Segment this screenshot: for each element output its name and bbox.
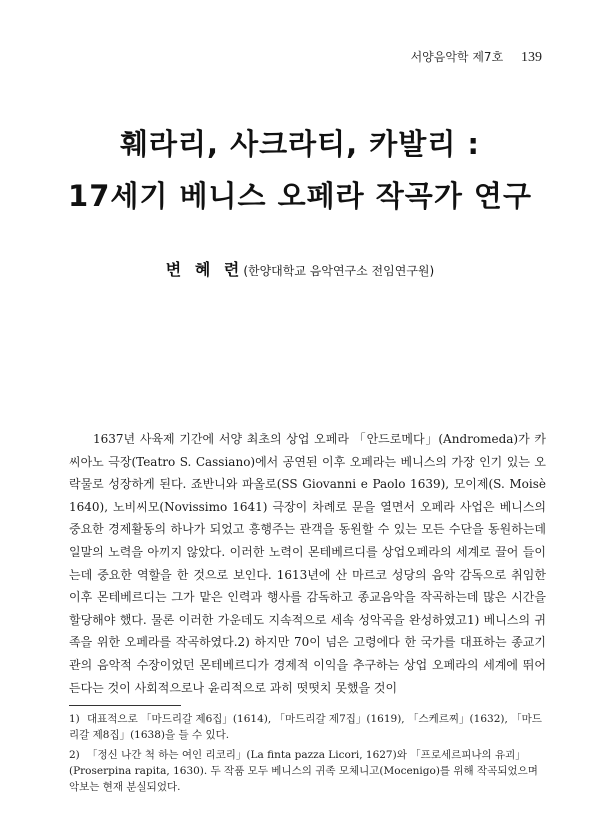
body-text <box>69 428 546 699</box>
footnote-text: 「정신 나간 척 하는 여인 리코리」(La finta pazza Licori, 1627)와 「프로세르피나의 유괴」(Proserpina rapita, 1630). 두 작품 모두 베니스의 귀족 모체니고(Mocenigo)를 위해 작곡되었으며 악보는 현재 분실되었다. <box>69 749 538 793</box>
author-affiliation: (한양대학교 음악연구소 전임연구원) <box>243 264 435 278</box>
journal-name: 서양음악학 제7호 <box>410 50 504 64</box>
title-line-1: 훼라리, 사크라티, 카발리 : <box>119 127 481 161</box>
footnote-rule <box>69 705 181 706</box>
footnote-2 <box>69 747 546 795</box>
title-line-2: 17세기 베니스 오페라 작곡가 연구 <box>68 179 532 213</box>
author-block <box>0 257 600 280</box>
running-header <box>411 48 542 66</box>
article-title <box>0 118 600 222</box>
footnote-number: 2) <box>69 749 80 761</box>
page-number: 139 <box>521 50 542 65</box>
author-name: 변 혜 련 <box>165 260 244 279</box>
footnote-1 <box>69 711 546 743</box>
footnote-number: 1) <box>69 713 80 725</box>
footnote-text: 대표적으로 「마드리갈 제6집」(1614), 「마드리갈 제7집」(1619), 「스케르찌」(1632), 「마드리갈 제8집」(1638)을 들 수 있다. <box>69 713 542 741</box>
body-paragraph: 1637년 사육제 기간에 서양 최초의 상업 오페라 「안드로메다」(Andromeda)가 카씨아노 극장(Teatro S. Cassiano)에서 공연된 이후 오페라는 베니스의 가장 인기 있는 오락물로 성장하게 된다. 죠반니와 파올로(SS Giovanni e Paolo 1639), 모이제(S. Moisè 1640), 노비씨모(Novissimo 1641) 극장이 차례로 문을 열면서 오페라 사업은 베니스의 중요한 경제활동의 하나가 되었고 흥행주는 관객을 동원할 수 있는 모든 수단을 동원하는데 일말의 노력을 아끼지 않았다. 이러한 노력이 몬테베르디를 상업오페라의 세계로 끌어 들이는데 중요한 역할을 한 것으로 보인다. 1613년에 산 마르코 성당의 음악 감독으로 취임한 이후 몬테베르디는 그가 맡은 인력과 행사를 감독하고 종교음악을 작곡하는데 많은 시간을 할당해야 했다. 물론 이러한 가운데도 지속적으로 세속 성악곡을 완성하였고1) 베니스의 귀족을 위한 오페라를 작곡하였다.2) 하지만 70이 넘은 고령에다 한 국가를 대표하는 종교기관의 음악적 수장이었던 몬테베르디가 경제적 이익을 추구하는 상업 오페라의 세계에 뛰어든다는 것이 사회적으로나 윤리적으로 과히 떳떳치 못했을 것이 <box>69 432 546 695</box>
